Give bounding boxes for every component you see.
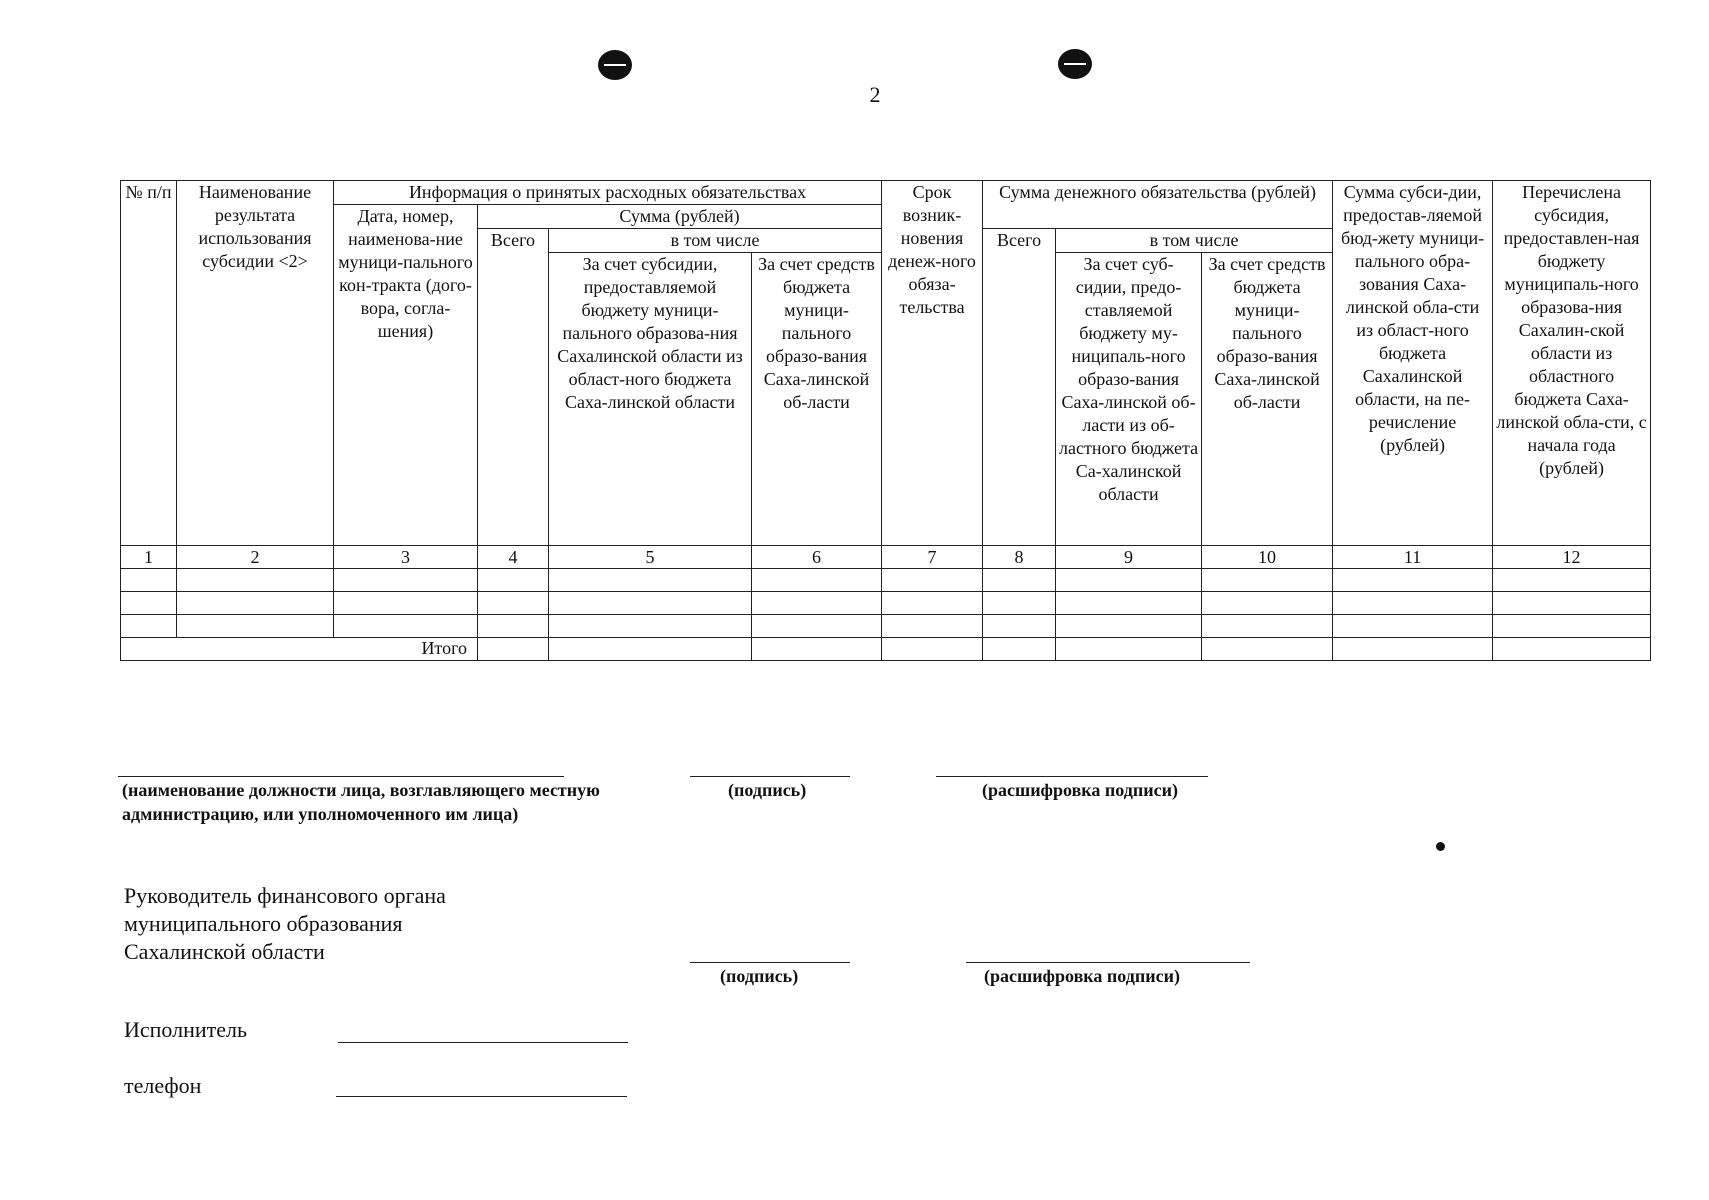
punch-hole-left: [598, 50, 632, 80]
column-number: 11: [1333, 546, 1493, 569]
header-municipal-source: За счет средств бюджета муници-пального образо-вания Саха-линской об-ласти: [752, 253, 882, 546]
column-number-row: [121, 546, 1651, 569]
ink-speck: [1436, 842, 1445, 851]
column-number: 8: [983, 546, 1056, 569]
header-monetary-obligation: Сумма денежного обязательства (рублей): [983, 181, 1333, 229]
header-municipal-source-2: За счет средств бюджета муници-пального образо-вания Саха-линской об-ласти: [1202, 253, 1333, 546]
executor-label: Исполнитель: [124, 1017, 248, 1042]
column-number: 5: [549, 546, 752, 569]
column-number: 3: [334, 546, 478, 569]
header-total: Всего: [478, 229, 549, 546]
phone-line: [336, 1096, 627, 1097]
punch-hole-right: [1058, 49, 1092, 79]
header-total-2: Всего: [983, 229, 1056, 546]
decoding-caption-2: (расшифровка подписи): [984, 966, 1180, 986]
header-including: в том числе: [549, 229, 882, 253]
position-line: [118, 776, 564, 777]
header-obligations: Информация о принятых расходных обязательствах: [334, 181, 882, 205]
header-term: Срок возник-новения денеж-ного обяза-тельства: [882, 181, 983, 546]
table-row: [121, 615, 1651, 638]
column-number: 4: [478, 546, 549, 569]
phone-label: телефон: [124, 1073, 202, 1098]
header-contract: Дата, номер, наименова-ние муници-пального кон-тракта (дого-вора, согла-шения): [334, 205, 478, 546]
table-row: [121, 569, 1651, 592]
header-transferred-subsidy: Перечислена субсидия, предоставлен-ная бюджету муниципаль-ного образова-ния Сахалин-ской области из областного бюджета Саха-линской обла-сти, с начала года (рублей): [1493, 181, 1651, 546]
signature-line: [690, 776, 850, 777]
header-subsidy-source-2: За счет суб-сидии, предо-ставляемой бюджету му-ниципаль-ного образо-вания Саха-линской об-ласти из об-ластного бюджета Са-халинской области: [1056, 253, 1202, 546]
column-number: 9: [1056, 546, 1202, 569]
column-number: 7: [882, 546, 983, 569]
column-number: 12: [1493, 546, 1651, 569]
decoding-line-2: [966, 962, 1250, 963]
column-number: 6: [752, 546, 882, 569]
decoding-line: [936, 776, 1208, 777]
page-number: 2: [869, 82, 881, 107]
header-subsidy-source: За счет субсидии, предоставляемой бюджету муници-пального образова-ния Сахалинской области из област-ного бюджета Саха-линской области: [549, 253, 752, 546]
signature-caption: (подпись): [728, 780, 807, 800]
header-subsidy-transfer: Сумма субси-дии, предостав-ляемой бюд-жету муници-пального обра-зования Саха-линской обла-сти из област-ного бюджета Сахалинской области, на пе-речисление (рублей): [1333, 181, 1493, 546]
column-number: 1: [121, 546, 177, 569]
executor-line: [338, 1042, 628, 1043]
total-label: Итого: [121, 638, 478, 661]
total-row: [121, 638, 1651, 661]
table-row: [121, 592, 1651, 615]
expenditure-report-table: [120, 180, 1651, 661]
header-including-2: в том числе: [1056, 229, 1333, 253]
signature-line-2: [690, 962, 850, 963]
header-num: № п/п: [121, 181, 177, 546]
finance-head-title: Руководитель финансового органа муниципального образования Сахалинской области: [124, 883, 446, 964]
header-result: Наименование результата использования субсидии <2>: [177, 181, 334, 546]
column-number: 10: [1202, 546, 1333, 569]
decoding-caption: (расшифровка подписи): [982, 780, 1178, 800]
position-caption: (наименование должности лица, возглавляющего местную администрацию, или уполномоченного им лица): [122, 780, 600, 824]
header-sum-rub: Сумма (рублей): [478, 205, 882, 229]
signature-caption-2: (подпись): [720, 966, 799, 986]
column-number: 2: [177, 546, 334, 569]
